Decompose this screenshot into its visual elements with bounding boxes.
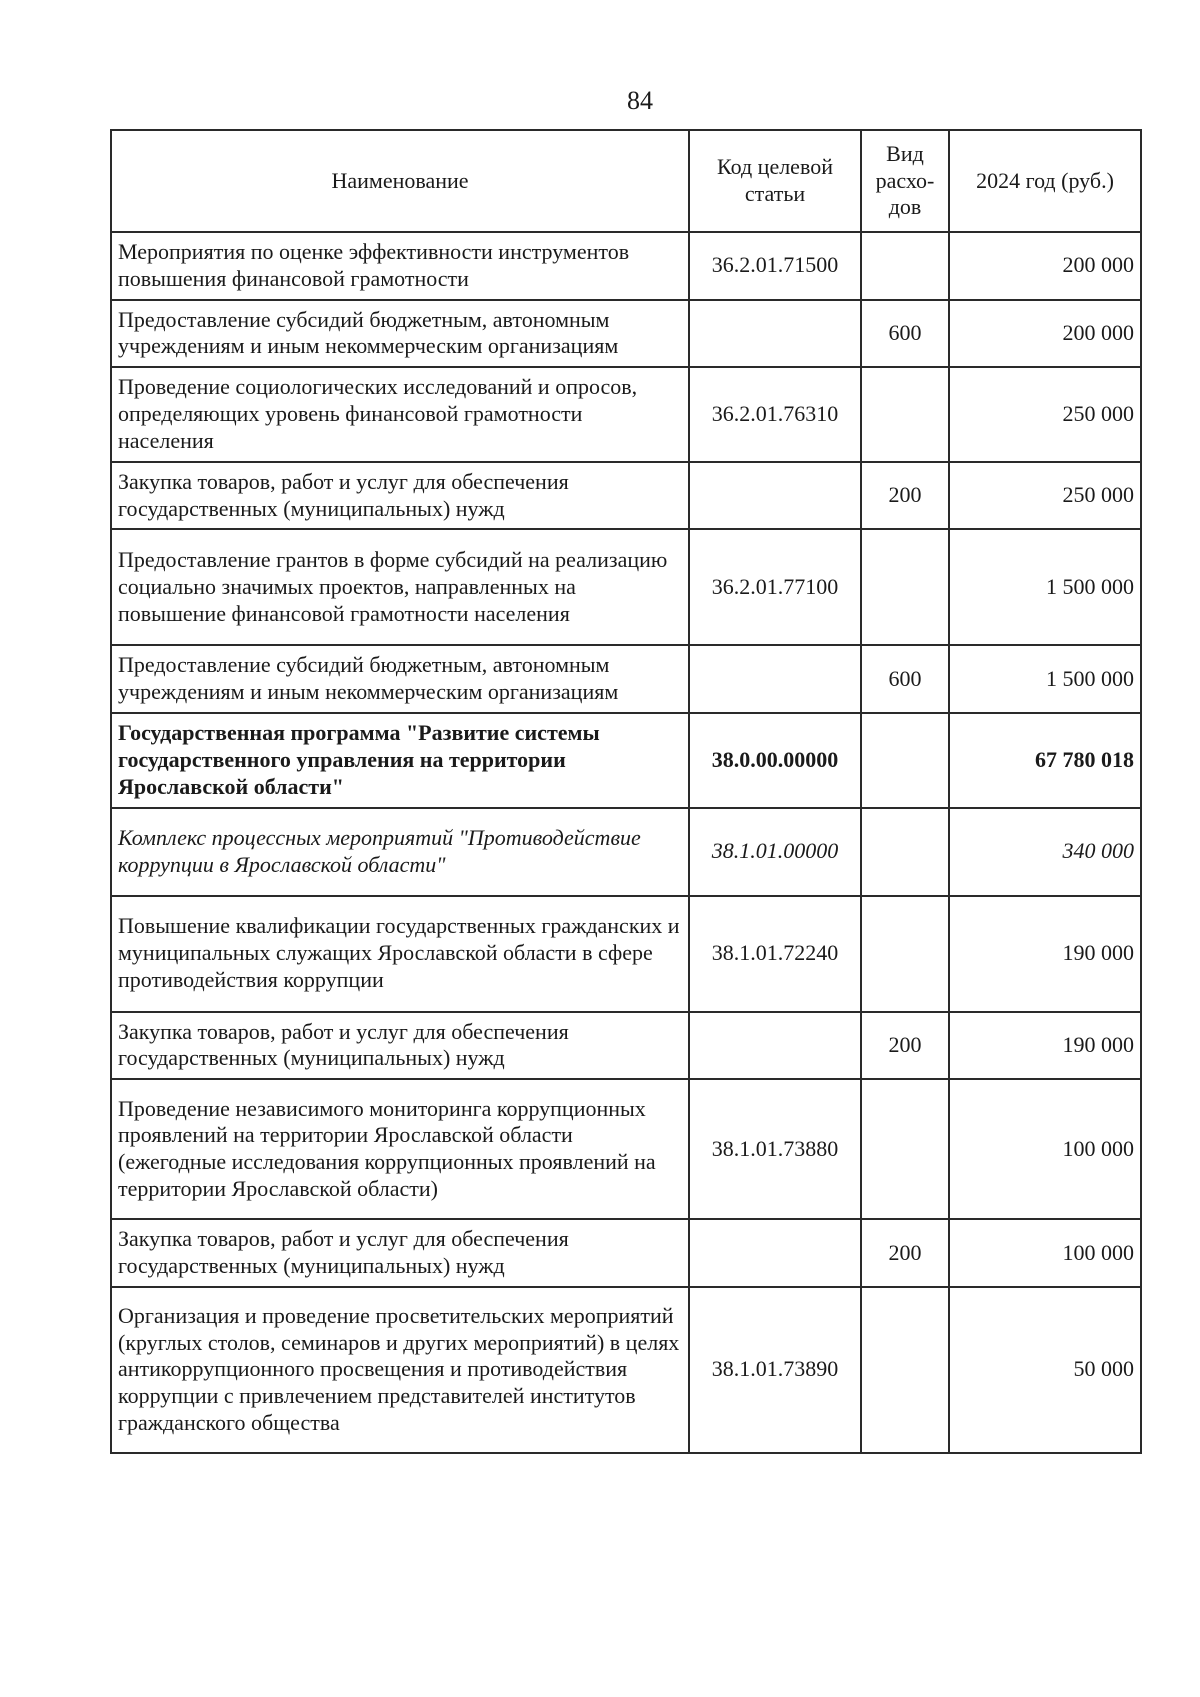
cell-kind <box>861 713 949 807</box>
cell-kind <box>861 529 949 645</box>
cell-name: Организация и проведение просветительских мероприятий (круглых столов, семинаров и других мероприятий) в целях антикоррупционного просвещения и противодействия коррупции с привлечением представителей институтов гражданского общества <box>111 1287 689 1453</box>
cell-amount: 190 000 <box>949 896 1141 1012</box>
cell-amount: 200 000 <box>949 232 1141 300</box>
table-row <box>111 808 1141 896</box>
table-row <box>111 367 1141 461</box>
cell-amount: 250 000 <box>949 462 1141 530</box>
cell-code <box>689 1012 861 1080</box>
cell-amount: 100 000 <box>949 1219 1141 1287</box>
cell-name: Закупка товаров, работ и услуг для обеспечения государственных (муниципальных) нужд <box>111 1012 689 1080</box>
cell-amount: 50 000 <box>949 1287 1141 1453</box>
table-row <box>111 1287 1141 1453</box>
cell-name: Мероприятия по оценке эффективности инструментов повышения финансовой грамотности <box>111 232 689 300</box>
cell-name: Государственная программа "Развитие системы государственного управления на территории Ярославской области" <box>111 713 689 807</box>
cell-name: Проведение независимого мониторинга коррупционных проявлений на территории Ярославской области (ежегодные исследования коррупционных проявлений на территории Ярославской области) <box>111 1079 689 1219</box>
cell-kind <box>861 808 949 896</box>
table-row <box>111 1219 1141 1287</box>
cell-code: 38.1.01.00000 <box>689 808 861 896</box>
cell-name: Проведение социологических исследований и опросов, определяющих уровень финансовой грамотности населения <box>111 367 689 461</box>
cell-amount: 200 000 <box>949 300 1141 368</box>
table-row <box>111 300 1141 368</box>
cell-amount: 190 000 <box>949 1012 1141 1080</box>
cell-kind: 600 <box>861 300 949 368</box>
table-row <box>111 462 1141 530</box>
cell-amount: 100 000 <box>949 1079 1141 1219</box>
table-row <box>111 232 1141 300</box>
cell-code: 38.1.01.72240 <box>689 896 861 1012</box>
budget-table <box>110 129 1142 1454</box>
cell-kind: 600 <box>861 645 949 713</box>
table-row <box>111 529 1141 645</box>
cell-amount: 250 000 <box>949 367 1141 461</box>
cell-kind <box>861 232 949 300</box>
cell-code: 38.1.01.73880 <box>689 1079 861 1219</box>
cell-name: Предоставление грантов в форме субсидий на реализацию социально значимых проектов, направленных на повышение финансовой грамотности населения <box>111 529 689 645</box>
cell-name: Предоставление субсидий бюджетным, автономным учреждениям и иным некоммерческим организациям <box>111 645 689 713</box>
cell-name: Повышение квалификации государственных гражданских и муниципальных служащих Ярославской области в сфере противодействия коррупции <box>111 896 689 1012</box>
cell-kind: 200 <box>861 462 949 530</box>
table-header-row <box>111 130 1141 232</box>
table-row <box>111 645 1141 713</box>
table-row <box>111 1012 1141 1080</box>
cell-amount: 67 780 018 <box>949 713 1141 807</box>
cell-code <box>689 300 861 368</box>
header-name: Наименование <box>111 130 689 232</box>
cell-code: 36.2.01.77100 <box>689 529 861 645</box>
cell-code: 38.0.00.00000 <box>689 713 861 807</box>
cell-code: 38.1.01.73890 <box>689 1287 861 1453</box>
cell-code <box>689 1219 861 1287</box>
cell-code: 36.2.01.71500 <box>689 232 861 300</box>
cell-name: Предоставление субсидий бюджетным, автономным учреждениям и иным некоммерческим организациям <box>111 300 689 368</box>
cell-kind <box>861 367 949 461</box>
cell-code <box>689 462 861 530</box>
cell-amount: 1 500 000 <box>949 645 1141 713</box>
cell-name: Закупка товаров, работ и услуг для обеспечения государственных (муниципальных) нужд <box>111 1219 689 1287</box>
cell-name: Комплекс процессных мероприятий "Противодействие коррупции в Ярославской области" <box>111 808 689 896</box>
header-amount: 2024 год (руб.) <box>949 130 1141 232</box>
cell-kind: 200 <box>861 1219 949 1287</box>
cell-code <box>689 645 861 713</box>
table-row <box>111 896 1141 1012</box>
header-kind: Вид расхо-дов <box>861 130 949 232</box>
table-body <box>111 232 1141 1453</box>
table-row <box>111 713 1141 807</box>
cell-amount: 1 500 000 <box>949 529 1141 645</box>
cell-kind: 200 <box>861 1012 949 1080</box>
cell-amount: 340 000 <box>949 808 1141 896</box>
cell-kind <box>861 1079 949 1219</box>
page-number: 84 <box>627 86 653 115</box>
cell-name: Закупка товаров, работ и услуг для обеспечения государственных (муниципальных) нужд <box>111 462 689 530</box>
cell-kind <box>861 896 949 1012</box>
table-row <box>111 1079 1141 1219</box>
header-code: Код целевой статьи <box>689 130 861 232</box>
cell-kind <box>861 1287 949 1453</box>
cell-code: 36.2.01.76310 <box>689 367 861 461</box>
